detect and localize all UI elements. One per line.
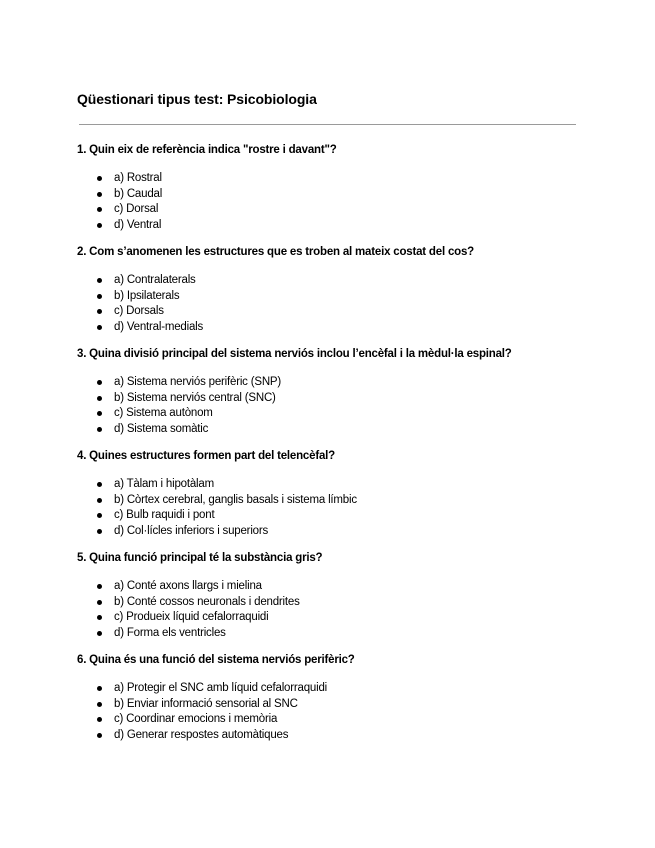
question-1 [77,142,577,233]
question-text: 3. Quina divisió principal del sistema nerviós inclou l’encèfal i la mèdul·la espinal? [77,348,512,360]
bullet-icon [97,294,102,299]
bullet-icon [97,207,102,212]
question-text: 5. Quina funció principal té la substància gris? [77,552,323,564]
answer-option-label: b) Caudal [114,187,163,200]
answer-option [77,712,577,728]
question-text: 2. Com s’anomenen les estructures que es troben al mateix costat del cos? [77,246,474,258]
answer-option [77,524,577,540]
answer-option-label: b) Enviar informació sensorial al SNC [114,697,298,710]
bullet-icon [97,427,102,432]
answer-option [77,218,577,234]
question-list [77,142,577,754]
bullet-icon [97,631,102,636]
bullet-icon [97,396,102,401]
answer-option [77,320,577,336]
bullet-icon [97,482,102,487]
answer-option [77,304,577,320]
question-text: 6. Quina és una funció del sistema nerviós perifèric? [77,654,355,666]
question-text: 1. Quin eix de referència indica "rostre i davant"? [77,144,337,156]
answer-option-label: b) Ipsilaterals [114,289,180,302]
question-2 [77,244,577,335]
answer-option-label: c) Dorsals [114,305,164,317]
bullet-icon [97,600,102,605]
answer-option-label: b) Sistema nerviós central (SNC) [114,391,276,404]
answer-options [77,171,577,233]
answer-option [77,681,577,697]
answer-option-label: d) Generar respostes automàtiques [114,728,289,741]
bullet-icon [97,615,102,620]
answer-option [77,202,577,218]
answer-option-label: c) Dorsal [114,203,159,215]
bullet-icon [97,176,102,181]
bullet-icon [97,278,102,283]
answer-option-label: a) Protegir el SNC amb líquid cefalorraquidi [114,682,327,694]
answer-option [77,579,577,595]
bullet-icon [97,717,102,722]
answer-option-label: d) Sistema somàtic [114,422,209,435]
bullet-icon [97,686,102,691]
answer-option-label: d) Ventral [114,218,162,231]
answer-option [77,187,577,203]
answer-option [77,289,577,305]
answer-option [77,610,577,626]
answer-option [77,595,577,611]
answer-option-label: a) Contralaterals [114,274,196,286]
answer-option-label: d) Ventral-medials [114,320,204,333]
answer-option [77,273,577,289]
horizontal-divider [79,124,576,125]
answer-option-label: d) Forma els ventricles [114,626,226,639]
bullet-icon [97,309,102,314]
bullet-icon [97,584,102,589]
bullet-icon [97,192,102,197]
answer-option-label: c) Sistema autònom [114,407,213,419]
bullet-icon [97,411,102,416]
answer-option [77,728,577,744]
answer-options [77,681,577,743]
bullet-icon [97,223,102,228]
answer-option-label: a) Conté axons llargs i mielina [114,580,262,592]
answer-option-label: c) Produeix líquid cefalorraquidi [114,611,269,623]
bullet-icon [97,733,102,738]
bullet-icon [97,325,102,330]
answer-option-label: c) Bulb raquidi i pont [114,509,215,521]
answer-option [77,493,577,509]
answer-option-label: a) Rostral [114,172,162,184]
answer-option-label: a) Sistema nerviós perifèric (SNP) [114,376,282,388]
bullet-icon [97,702,102,707]
question-3 [77,346,577,437]
question-5 [77,550,577,641]
answer-option-label: b) Còrtex cerebral, ganglis basals i sistema límbic [114,493,357,506]
answer-option [77,375,577,391]
answer-options [77,579,577,641]
answer-option [77,422,577,438]
answer-option-label: a) Tàlam i hipotàlam [114,478,214,490]
answer-options [77,375,577,437]
answer-options [77,477,577,539]
answer-option-label: d) Col·lícles inferiors i superiors [114,524,269,537]
answer-option-label: c) Coordinar emocions i memòria [114,713,278,725]
page-title: Qüestionari tipus test: Psicobiologia [77,91,317,107]
answer-option [77,477,577,493]
answer-option [77,391,577,407]
answer-option [77,697,577,713]
answer-option [77,406,577,422]
bullet-icon [97,380,102,385]
answer-option [77,626,577,642]
bullet-icon [97,513,102,518]
answer-option-label: b) Conté cossos neuronals i dendrites [114,595,300,608]
answer-option [77,508,577,524]
answer-options [77,273,577,335]
question-6 [77,652,577,743]
answer-option [77,171,577,187]
question-4 [77,448,577,539]
question-text: 4. Quines estructures formen part del telencèfal? [77,450,335,462]
bullet-icon [97,529,102,534]
bullet-icon [97,498,102,503]
